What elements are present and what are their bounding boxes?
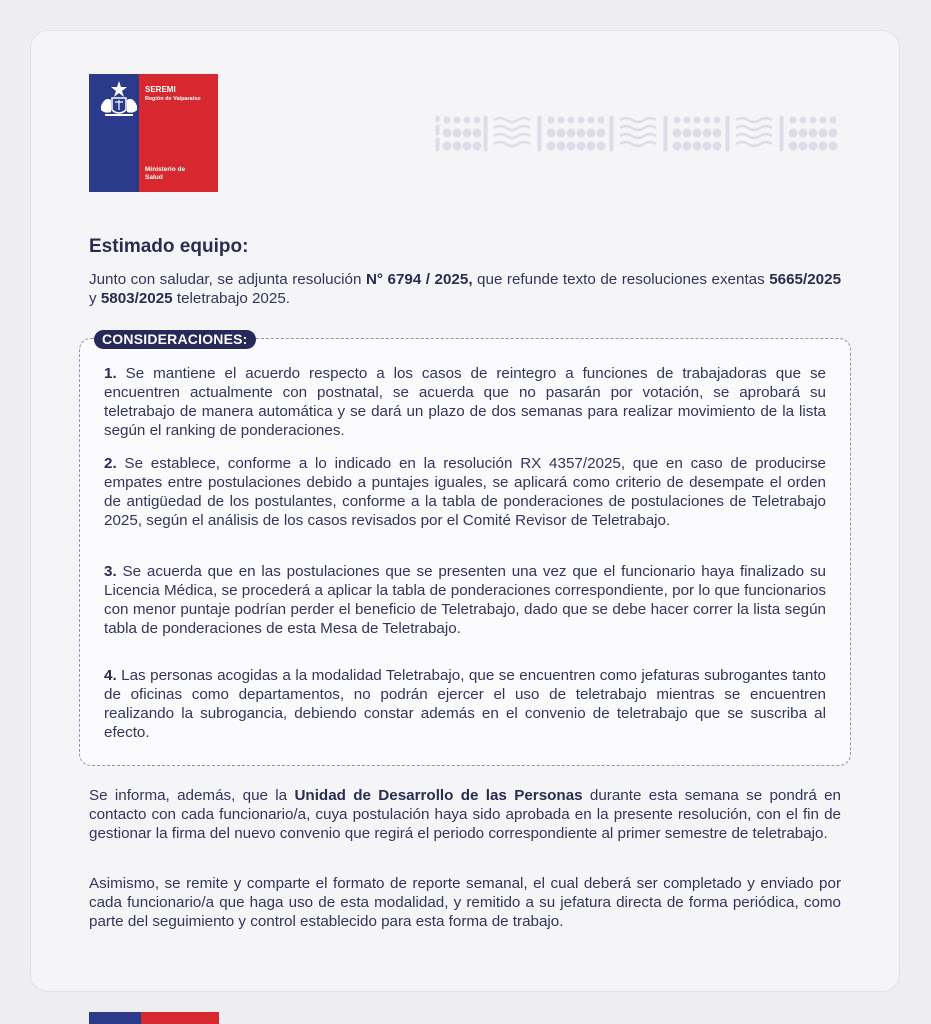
- intro-text-1: Junto con saludar, se adjunta resolución: [89, 271, 366, 288]
- intro-resolution-5665: 5665/2025: [769, 271, 842, 288]
- consideration-item-1: [104, 364, 826, 440]
- footer-blue-stripe: [89, 1012, 141, 1024]
- considerations-label: CONSIDERACIONES:: [94, 330, 256, 349]
- unit-name: Unidad de Desarrollo de las Personas: [294, 787, 583, 804]
- intro-text-4: teletrabajo 2025.: [172, 290, 290, 307]
- footer-red-stripe: [141, 1012, 219, 1024]
- report-paragraph: Asimismo, se remite y comparte el formato de reporte semanal, el cual deberá ser completado y enviado por cada funcionario/a que haga uso de esta modalidad, y remitido a su jefatura directa de forma periódica, como parte del seguimiento y control establecido para esta forma de trabajo.: [89, 875, 841, 930]
- logo-ministerio-text: [145, 166, 185, 182]
- item-text: Se establece, conforme a lo indicado en la resolución RX 4357/2025, que en caso de producirse empates entre postulaciones debido a puntajes iguales, se aplicará como criterio de desempate el orden de antigüedad de los postulantes, conforme a la tabla de ponderaciones de postulaciones de Teletrabajo 2025, según el análisis de los casos revisados por el Comité Revisor de Teletrabajo.: [104, 455, 826, 529]
- greeting-heading: Estimado equipo:: [89, 236, 249, 257]
- item-text: Se mantiene el acuerdo respecto a los casos de reintegro a funciones de trabajadoras que se encuentren actualmente con postnatal, se acuerda que no pasarán por votación, se aprobará su teletrabajo de manera automática y se dará un plazo de dos semanas para realizar movimiento de la lista según el ranking de ponderaciones.: [104, 365, 826, 439]
- item-number: 4.: [104, 667, 117, 684]
- seremi-logo: [89, 74, 218, 192]
- logo-ministerio-line2: Salud: [145, 174, 163, 181]
- coat-of-arms-icon: [93, 78, 143, 118]
- consideration-item-2: [104, 454, 826, 530]
- decorative-pattern: [434, 114, 842, 154]
- consideration-item-4: [104, 666, 826, 742]
- logo-red-panel: [139, 74, 218, 192]
- consideration-item-3: [104, 562, 826, 638]
- intro-resolution-5803: 5803/2025: [100, 290, 173, 307]
- intro-text-3: y: [89, 290, 101, 307]
- intro-text-2: que refunde texto de resoluciones exentas: [472, 271, 770, 288]
- item-number: 1.: [104, 365, 117, 382]
- info-text-2: durante esta semana se pondrá en contacto con cada funcionario/a, cuya postulación haya sido aprobada en la presente resolución, con el fin de gestionar la firma del nuevo convenio que regirá el periodo correspondiente al primer semestre de teletrabajo.: [89, 787, 841, 842]
- info-paragraph: [89, 786, 841, 843]
- item-number: 2.: [104, 455, 117, 472]
- info-text-1: Se informa, además, que la: [89, 787, 295, 804]
- footer-brand-bar: [89, 1012, 219, 1024]
- logo-seremi-text: SEREMI: [145, 85, 176, 94]
- logo-blue-panel: [89, 74, 139, 192]
- intro-paragraph: [89, 270, 841, 308]
- item-number: 3.: [104, 563, 117, 580]
- item-text: Las personas acogidas a la modalidad Teletrabajo, que se encuentren como jefaturas subrogantes tanto de oficinas como departamentos, no podrán ejercer el uso de teletrabajo mientras se encuentren realizando la subrogancia, debiendo constar además en el convenio de teletrabajo que se suscriba al efecto.: [104, 667, 826, 741]
- intro-resolution-number: N° 6794 / 2025,: [365, 271, 473, 288]
- logo-ministerio-line1: Ministerio de: [145, 166, 186, 173]
- logo-region-text: Región de Valparaíso: [145, 96, 201, 102]
- item-text: Se acuerda que en las postulaciones que se presenten una vez que el funcionario haya finalizado su Licencia Médica, se procederá a aplicar la tabla de ponderaciones correspondiente, por lo que funcionarios con menor puntaje podrían perder el beneficio de Teletrabajo, dado que se debe hacer correr la lista según tabla de ponderaciones de esta Mesa de Teletrabajo.: [104, 563, 826, 637]
